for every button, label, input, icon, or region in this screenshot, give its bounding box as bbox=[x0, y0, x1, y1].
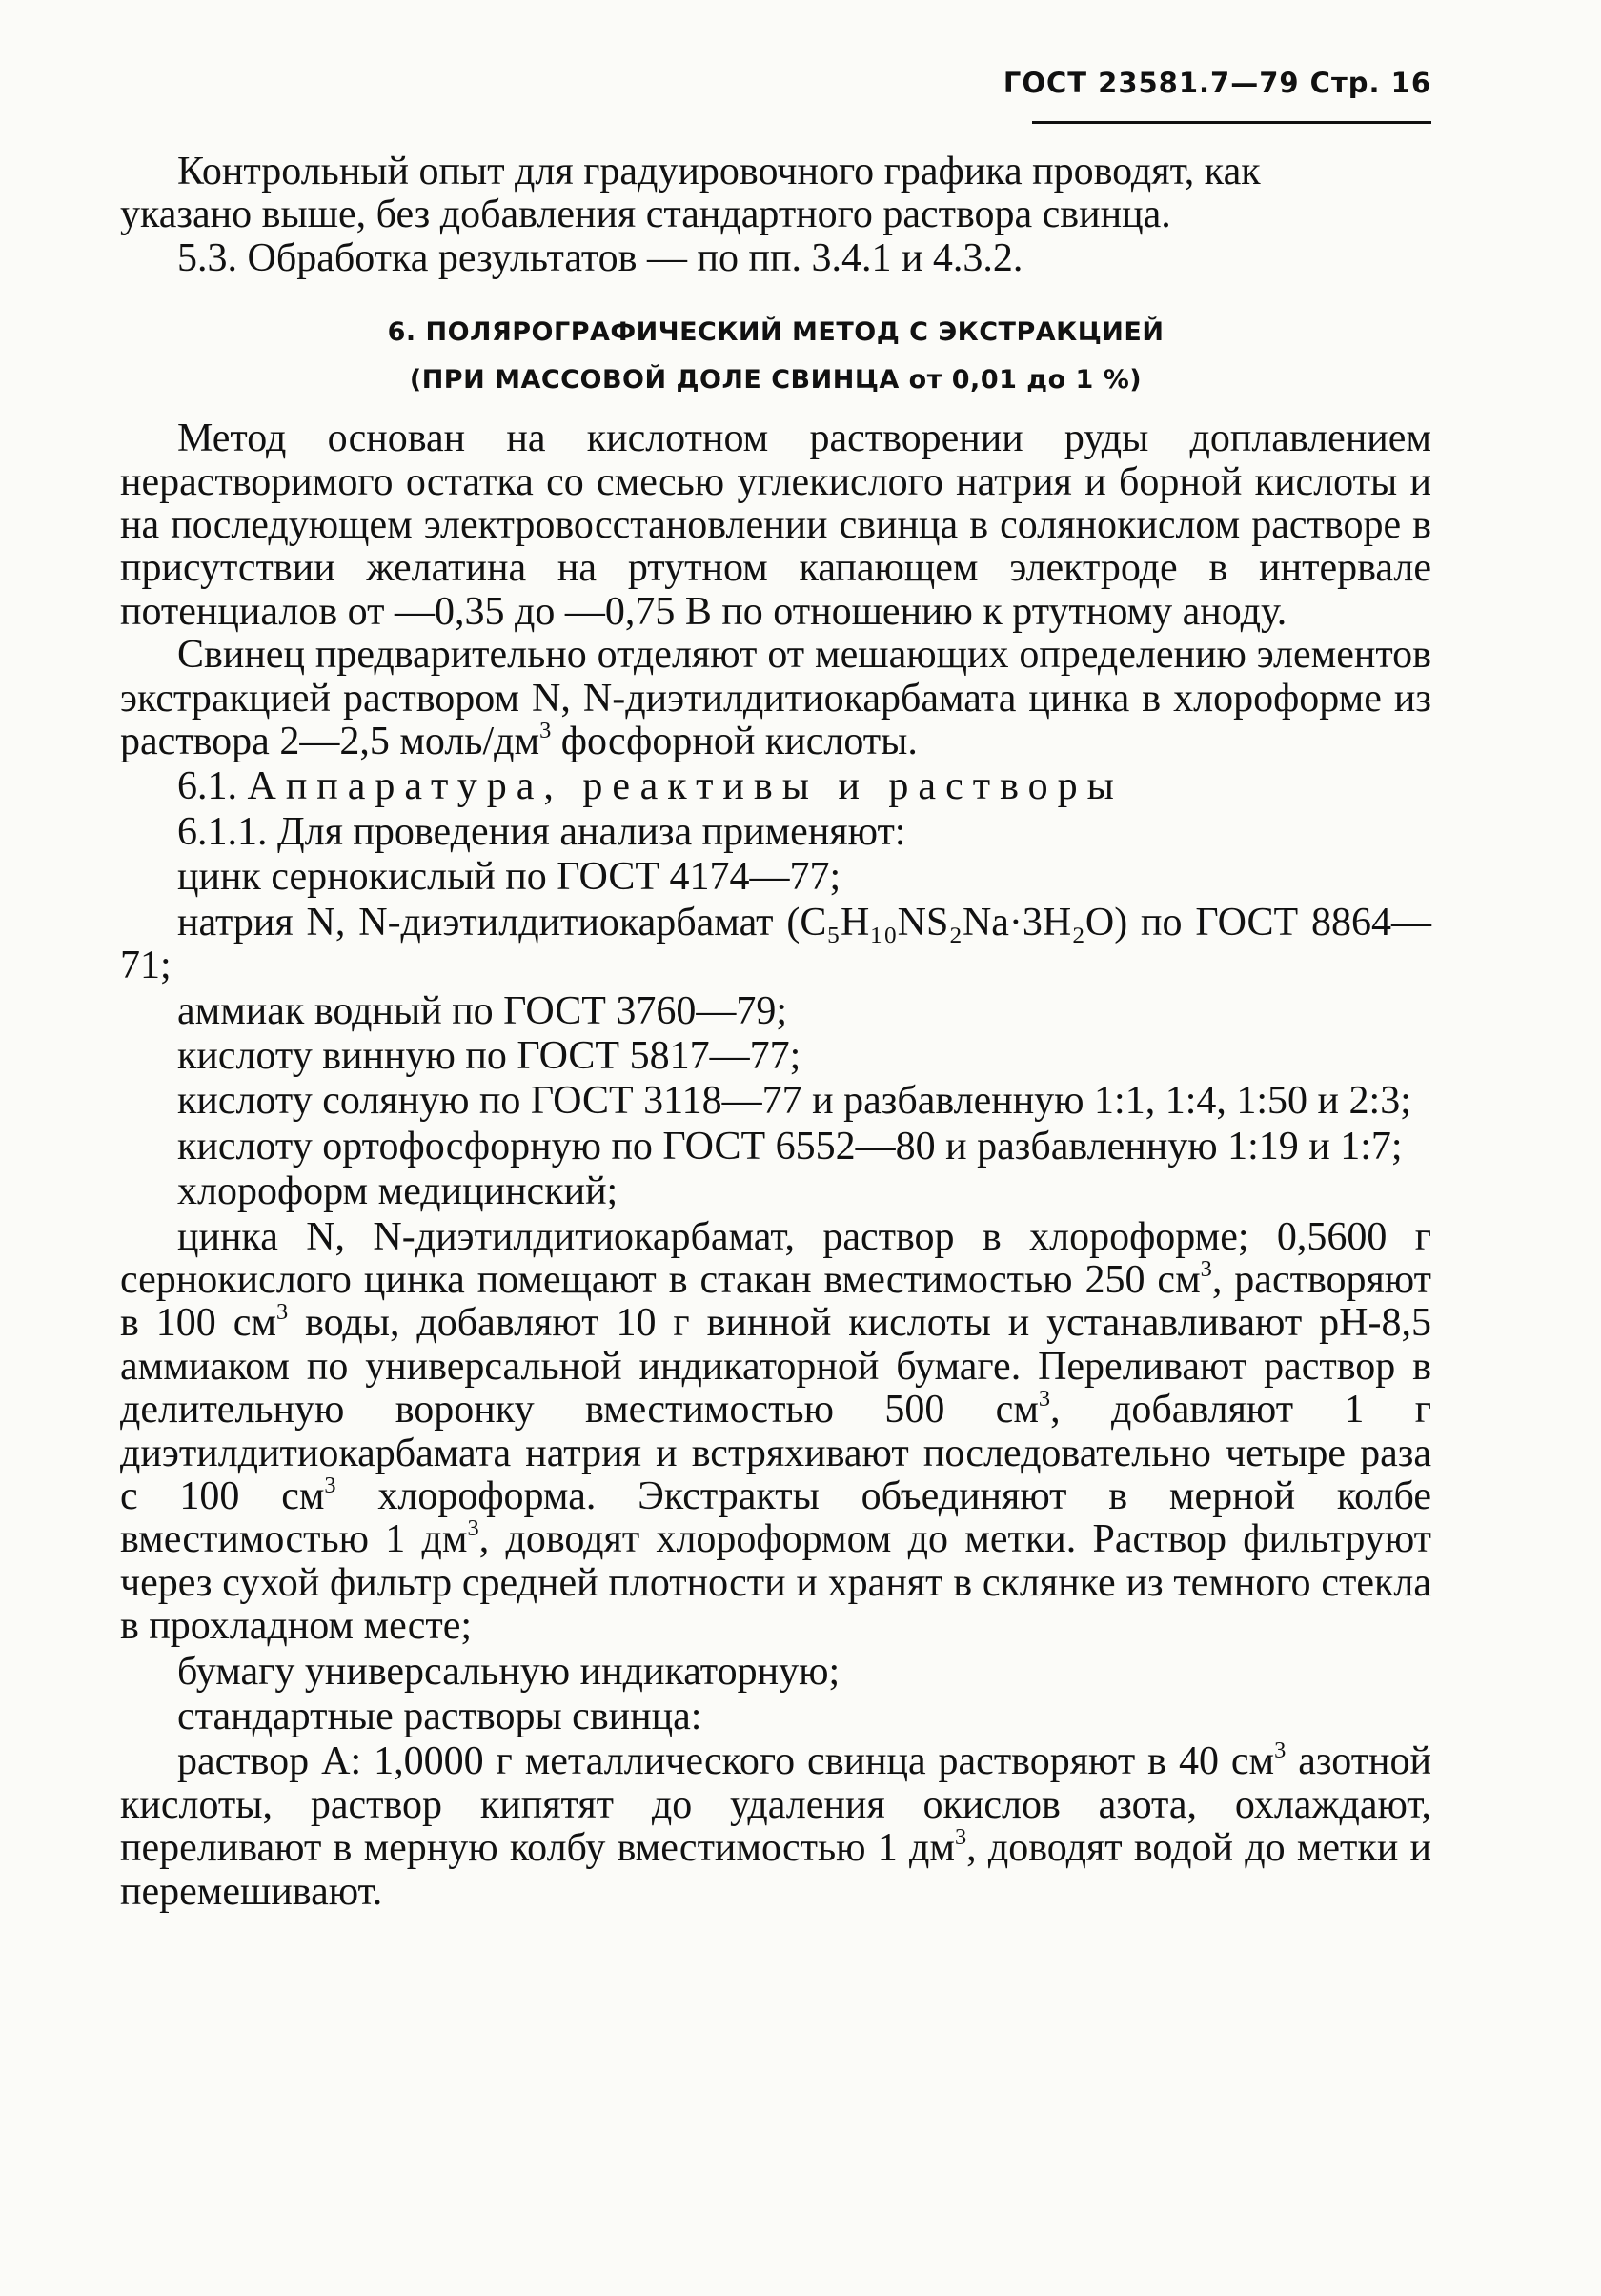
reagent-chloroform: хлороформ медицинский; bbox=[177, 1169, 618, 1214]
zinc-dtc-s3: 3 bbox=[1038, 1386, 1051, 1412]
zinc-dtc-t5: хлороформа. Экстракты объединяют в мерной колбе вместимостью 1 дм bbox=[120, 1473, 1431, 1562]
zinc-dtc-t2: , растворяют в 100 см bbox=[120, 1257, 1431, 1346]
zinc-dtc-s5: 3 bbox=[467, 1515, 479, 1542]
section-6-1-heading bbox=[120, 765, 1431, 808]
solution-a-s2: 3 bbox=[954, 1824, 967, 1851]
reagent-sodium-dtc: натрия N, N-диэтилдитиокарбамат (C₅H₁₀NS₂Na·3H₂O) по ГОСТ 8864—71; bbox=[120, 900, 1431, 988]
zinc-dtc-s1: 3 bbox=[1200, 1255, 1212, 1282]
section-6-heading-line2: (ПРИ МАССОВОЙ ДОЛЕ СВИНЦА от 0,01 до 1 %) bbox=[409, 365, 1143, 396]
reagent-phosphoric-acid: кислоту ортофосфорную по ГОСТ 6552—80 и разбавленную 1:19 и 1:7; bbox=[177, 1124, 1403, 1168]
zinc-dtc-t4: , добавляют 1 г диэтилдитиокарбамата натрия и встряхивают последовательно четыре раза с 100 см bbox=[120, 1388, 1432, 1518]
section-6-1-number: 6.1. bbox=[177, 764, 237, 809]
reagent-zinc-sulfate: цинк сернокислый по ГОСТ 4174—77; bbox=[177, 855, 841, 900]
reagent-indicator-paper: бумагу универсальную индикаторную; bbox=[177, 1649, 841, 1694]
running-head: ГОСТ 23581.7—79 Стр. 16 bbox=[1003, 67, 1431, 99]
reagent-hydrochloric-acid: кислоту соляную по ГОСТ 3118—77 и разбавленную 1:1, 1:4, 1:50 и 2:3; bbox=[177, 1079, 1411, 1124]
separation-sup: 3 bbox=[539, 718, 552, 744]
reagent-zinc-dtc bbox=[120, 1216, 1431, 1649]
document-body bbox=[120, 151, 1431, 1916]
solution-a-t1: раствор А: 1,0000 г металлического свинца растворяют в 40 см bbox=[177, 1739, 1275, 1784]
reagent-lead-standards: стандартные растворы свинца: bbox=[177, 1695, 702, 1738]
zinc-dtc-t3: воды, добавляют 10 г винной кислоты и устанавливают pH-8,5 аммиаком по универсальной индикаторной бумаге. Переливают раствор в делительную воронку вместимостью 500 см bbox=[120, 1301, 1431, 1432]
header-rule bbox=[1032, 121, 1431, 124]
control-experiment-line1: Контрольный опыт для градуировочного графика проводят, как bbox=[177, 150, 1261, 193]
zinc-dtc-s4: 3 bbox=[324, 1472, 336, 1498]
section-6-heading-line1: 6. ПОЛЯРОГРАФИЧЕСКИЙ МЕТОД С ЭКСТРАКЦИЕЙ bbox=[387, 317, 1165, 348]
separation-text-after: фосфорной кислоты. bbox=[551, 720, 918, 764]
separation-text-before: Свинец предварительно отделяют от мешающих определению элементов экстракцией раствором N, N-диэтилдитиокарбамата цинка в хлороформе из раствора 2—2,5 моль/дм bbox=[120, 633, 1431, 764]
reagent-tartaric-acid: кислоту винную по ГОСТ 5817—77; bbox=[177, 1033, 801, 1078]
section-6-1-title: Аппаратура, реактивы и растворы bbox=[247, 764, 1124, 809]
paragraph-6-1-1: 6.1.1. Для проведения анализа применяют: bbox=[177, 809, 906, 854]
control-experiment-line2: указано выше, без добавления стандартного раствора свинца. bbox=[120, 193, 1171, 237]
separation-paragraph bbox=[120, 634, 1431, 763]
solution-a-t3: , доводят водой до метки и перемешивают. bbox=[120, 1826, 1431, 1914]
solution-a-s1: 3 bbox=[1274, 1737, 1287, 1764]
solution-a-t2: азотной кислоты, раствор кипятят до удаления окислов азота, охлаждают, переливают в мерную колбу вместимостью 1 дм bbox=[120, 1739, 1432, 1871]
paragraph-5-3: 5.3. Обработка результатов — по пп. 3.4.1 и 4.3.2. bbox=[177, 235, 1023, 280]
method-paragraph: Метод основан на кислотном растворении руды доплавлением нерастворимого остатка со смесью углекислого натрия и борной кислоты и на последующем электровосстановлении свинца в солянокислом растворе в присутствии желатина на ртутном капающем электроде в интервале потенциалов от —0,35 до —0,75 В по отношению к ртутному аноду. bbox=[120, 417, 1431, 634]
zinc-dtc-t1: цинка N, N-диэтилдитиокарбамат, раствор в хлороформе; 0,5600 г сернокислого цинка помещают в стакан вместимостью 250 см bbox=[120, 1214, 1431, 1302]
solution-a bbox=[120, 1737, 1432, 1914]
reagent-ammonia: аммиак водный по ГОСТ 3760—79; bbox=[177, 988, 788, 1033]
zinc-dtc-t6: , доводят хлороформом до метки. Раствор фильтруют через сухой фильтр средней плотности и хранят в склянке из темного стекла в прохладном месте; bbox=[120, 1517, 1432, 1649]
zinc-dtc-s2: 3 bbox=[275, 1299, 289, 1326]
section-6-heading bbox=[120, 309, 1431, 404]
